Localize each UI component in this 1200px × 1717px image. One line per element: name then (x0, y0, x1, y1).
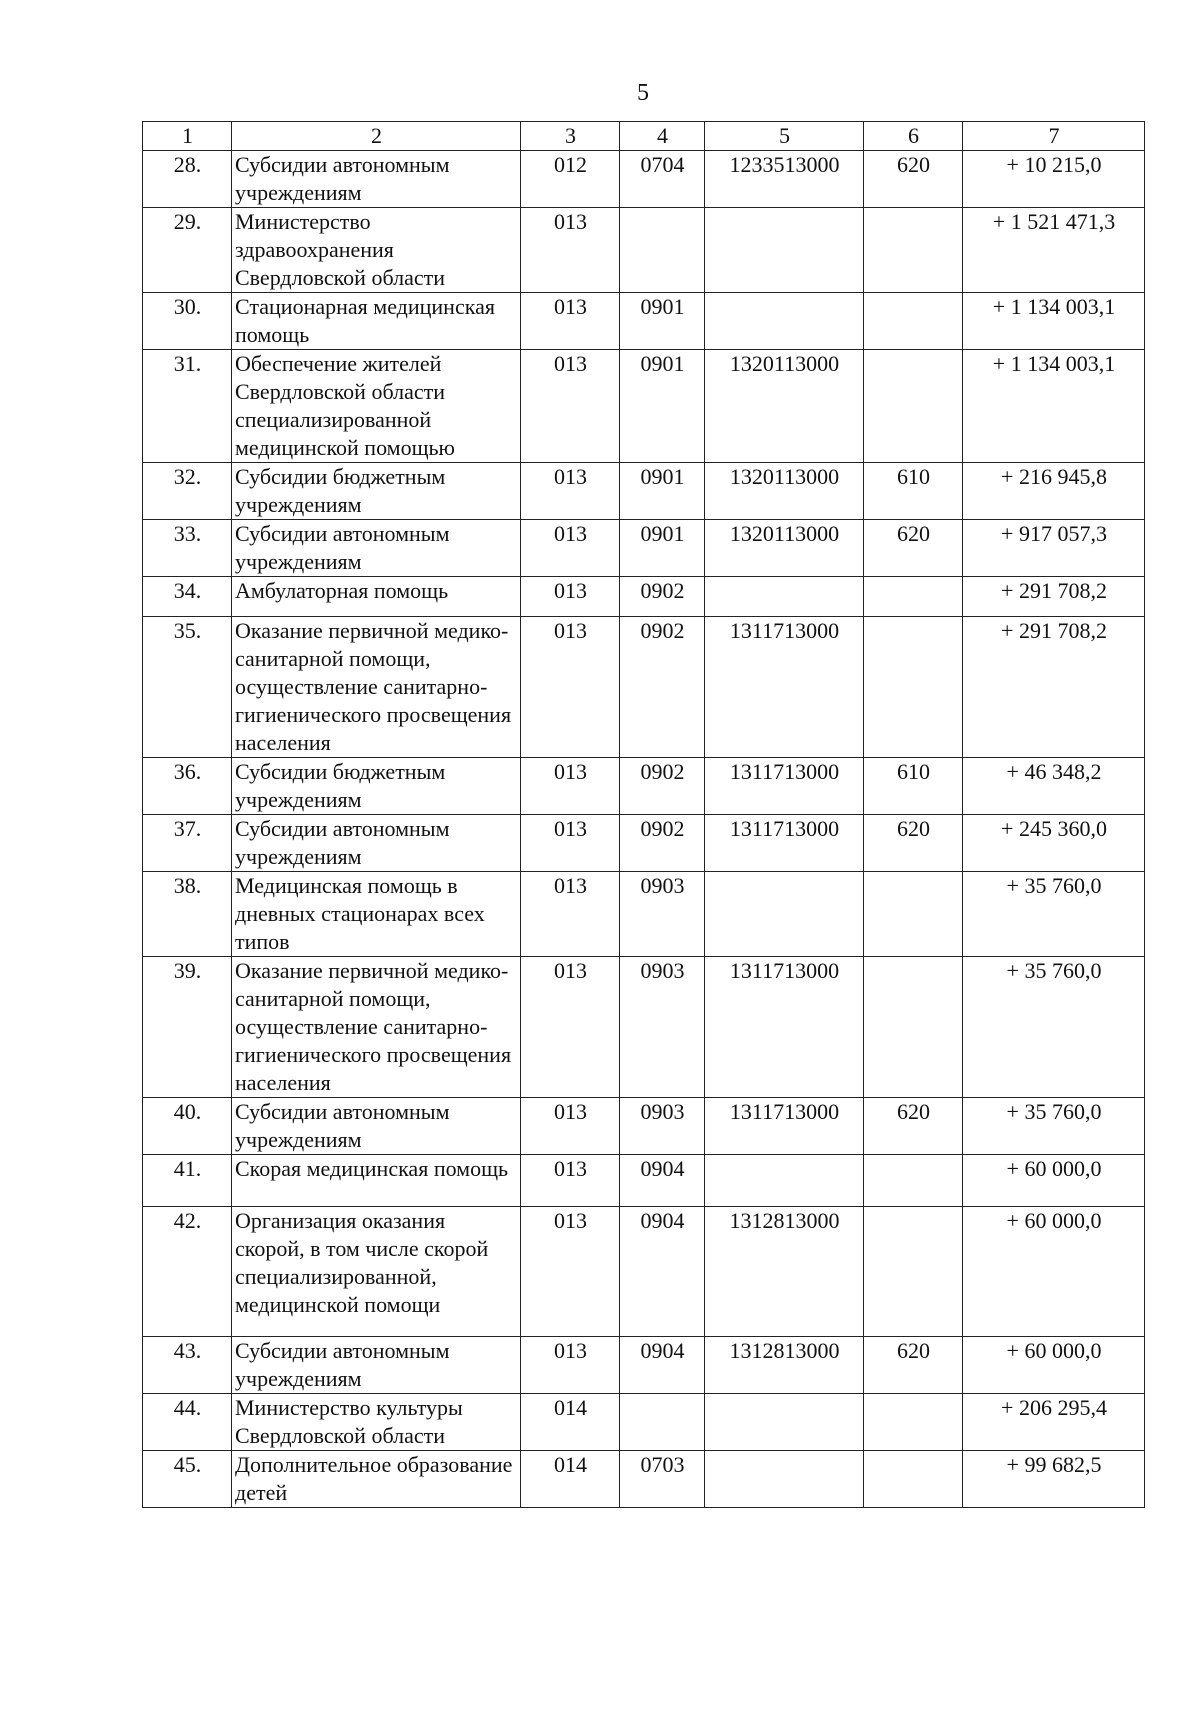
table-row (143, 463, 1145, 520)
target-article-code-cell: 1312813000 (705, 1337, 864, 1394)
table-row (143, 520, 1145, 577)
table-row (143, 815, 1145, 872)
section-code-cell: 0902 (620, 617, 705, 758)
row-number-cell: 38. (143, 872, 232, 957)
target-article-code-cell (705, 1155, 864, 1207)
line-item-name-cell: Субсидии автономным учреждениям (232, 1098, 521, 1155)
row-number-cell: 41. (143, 1155, 232, 1207)
ministry-code-cell: 013 (521, 758, 620, 815)
amount-change-cell: + 917 057,3 (963, 520, 1145, 577)
ministry-code-cell: 013 (521, 957, 620, 1098)
row-number-cell: 39. (143, 957, 232, 1098)
amount-change-cell: + 1 134 003,1 (963, 293, 1145, 350)
line-item-name-cell: Субсидии автономным учреждениям (232, 815, 521, 872)
ministry-code-cell: 013 (521, 872, 620, 957)
ministry-code-cell: 013 (521, 350, 620, 463)
table-header (143, 122, 1145, 151)
target-article-code-cell (705, 208, 864, 293)
expense-type-code-cell (864, 577, 963, 617)
budget-table (142, 121, 1145, 1508)
section-code-cell: 0901 (620, 463, 705, 520)
ministry-code-cell: 013 (521, 208, 620, 293)
table-row (143, 1155, 1145, 1207)
table-row (143, 151, 1145, 208)
ministry-code-cell: 013 (521, 293, 620, 350)
column-header-5: 5 (705, 122, 864, 151)
line-item-name-cell: Организация оказания скорой, в том числе скорой специализированной, медицинской помощи (232, 1207, 521, 1337)
amount-change-cell: + 35 760,0 (963, 957, 1145, 1098)
row-number-cell: 35. (143, 617, 232, 758)
column-header-2: 2 (232, 122, 521, 151)
table-row (143, 293, 1145, 350)
ministry-code-cell: 014 (521, 1394, 620, 1451)
ministry-code-cell: 013 (521, 520, 620, 577)
expense-type-code-cell (864, 208, 963, 293)
target-article-code-cell: 1311713000 (705, 758, 864, 815)
table-row (143, 617, 1145, 758)
amount-change-cell: + 35 760,0 (963, 872, 1145, 957)
target-article-code-cell (705, 872, 864, 957)
table-row (143, 1451, 1145, 1508)
line-item-name-cell: Субсидии бюджетным учреждениям (232, 463, 521, 520)
amount-change-cell: + 46 348,2 (963, 758, 1145, 815)
section-code-cell: 0904 (620, 1207, 705, 1337)
row-number-cell: 37. (143, 815, 232, 872)
expense-type-code-cell (864, 350, 963, 463)
ministry-code-cell: 013 (521, 1155, 620, 1207)
table-row (143, 350, 1145, 463)
amount-change-cell: + 1 134 003,1 (963, 350, 1145, 463)
section-code-cell: 0901 (620, 293, 705, 350)
section-code-cell: 0902 (620, 758, 705, 815)
ministry-code-cell: 013 (521, 815, 620, 872)
expense-type-code-cell (864, 617, 963, 758)
row-number-cell: 31. (143, 350, 232, 463)
line-item-name-cell: Субсидии автономным учреждениям (232, 1337, 521, 1394)
header-row (143, 122, 1145, 151)
section-code-cell: 0902 (620, 577, 705, 617)
table-row (143, 1207, 1145, 1337)
section-code-cell: 0901 (620, 520, 705, 577)
section-code-cell: 0703 (620, 1451, 705, 1508)
line-item-name-cell: Обеспечение жителей Свердловской области специализированной медицинской помощью (232, 350, 521, 463)
page-number: 5 (637, 80, 649, 106)
expense-type-code-cell: 620 (864, 1098, 963, 1155)
line-item-name-cell: Субсидии автономным учреждениям (232, 151, 521, 208)
ministry-code-cell: 013 (521, 1337, 620, 1394)
line-item-name-cell: Медицинская помощь в дневных стационарах всех типов (232, 872, 521, 957)
row-number-cell: 42. (143, 1207, 232, 1337)
line-item-name-cell: Скорая медицинская помощь (232, 1155, 521, 1207)
ministry-code-cell: 012 (521, 151, 620, 208)
line-item-name-cell: Амбулаторная помощь (232, 577, 521, 617)
table-row (143, 577, 1145, 617)
column-header-6: 6 (864, 122, 963, 151)
target-article-code-cell: 1311713000 (705, 1098, 864, 1155)
line-item-name-cell: Министерство здравоохранения Свердловской области (232, 208, 521, 293)
amount-change-cell: + 216 945,8 (963, 463, 1145, 520)
target-article-code-cell: 1311713000 (705, 815, 864, 872)
table-row (143, 1098, 1145, 1155)
expense-type-code-cell: 610 (864, 463, 963, 520)
row-number-cell: 36. (143, 758, 232, 815)
column-header-4: 4 (620, 122, 705, 151)
table-row (143, 1337, 1145, 1394)
expense-type-code-cell: 610 (864, 758, 963, 815)
target-article-code-cell (705, 1451, 864, 1508)
amount-change-cell: + 291 708,2 (963, 617, 1145, 758)
table-row (143, 957, 1145, 1098)
amount-change-cell: + 60 000,0 (963, 1207, 1145, 1337)
section-code-cell (620, 208, 705, 293)
row-number-cell: 43. (143, 1337, 232, 1394)
section-code-cell: 0903 (620, 872, 705, 957)
target-article-code-cell: 1320113000 (705, 520, 864, 577)
ministry-code-cell: 013 (521, 617, 620, 758)
column-header-3: 3 (521, 122, 620, 151)
column-header-1: 1 (143, 122, 232, 151)
amount-change-cell: + 1 521 471,3 (963, 208, 1145, 293)
table-row (143, 1394, 1145, 1451)
ministry-code-cell: 013 (521, 1098, 620, 1155)
line-item-name-cell: Оказание первичной медико-санитарной помощи, осуществление санитарно-гигиенического просвещения населения (232, 617, 521, 758)
column-header-7: 7 (963, 122, 1145, 151)
amount-change-cell: + 245 360,0 (963, 815, 1145, 872)
target-article-code-cell: 1311713000 (705, 617, 864, 758)
section-code-cell: 0902 (620, 815, 705, 872)
row-number-cell: 33. (143, 520, 232, 577)
expense-type-code-cell (864, 957, 963, 1098)
table-row (143, 758, 1145, 815)
target-article-code-cell: 1312813000 (705, 1207, 864, 1337)
expense-type-code-cell (864, 1451, 963, 1508)
ministry-code-cell: 013 (521, 1207, 620, 1337)
section-code-cell: 0904 (620, 1155, 705, 1207)
line-item-name-cell: Оказание первичной медико-санитарной помощи, осуществление санитарно-гигиенического просвещения населения (232, 957, 521, 1098)
target-article-code-cell: 1320113000 (705, 463, 864, 520)
row-number-cell: 29. (143, 208, 232, 293)
expense-type-code-cell (864, 1207, 963, 1337)
target-article-code-cell (705, 577, 864, 617)
table-row (143, 208, 1145, 293)
row-number-cell: 28. (143, 151, 232, 208)
row-number-cell: 40. (143, 1098, 232, 1155)
amount-change-cell: + 99 682,5 (963, 1451, 1145, 1508)
row-number-cell: 30. (143, 293, 232, 350)
line-item-name-cell: Субсидии автономным учреждениям (232, 520, 521, 577)
section-code-cell: 0704 (620, 151, 705, 208)
row-number-cell: 32. (143, 463, 232, 520)
expense-type-code-cell: 620 (864, 815, 963, 872)
section-code-cell (620, 1394, 705, 1451)
line-item-name-cell: Министерство культуры Свердловской области (232, 1394, 521, 1451)
expense-type-code-cell (864, 872, 963, 957)
ministry-code-cell: 013 (521, 463, 620, 520)
amount-change-cell: + 60 000,0 (963, 1337, 1145, 1394)
line-item-name-cell: Дополнительное образование детей (232, 1451, 521, 1508)
expense-type-code-cell: 620 (864, 1337, 963, 1394)
amount-change-cell: + 291 708,2 (963, 577, 1145, 617)
target-article-code-cell (705, 293, 864, 350)
ministry-code-cell: 014 (521, 1451, 620, 1508)
target-article-code-cell: 1320113000 (705, 350, 864, 463)
ministry-code-cell: 013 (521, 577, 620, 617)
row-number-cell: 34. (143, 577, 232, 617)
section-code-cell: 0904 (620, 1337, 705, 1394)
line-item-name-cell: Субсидии бюджетным учреждениям (232, 758, 521, 815)
row-number-cell: 44. (143, 1394, 232, 1451)
expense-type-code-cell (864, 1155, 963, 1207)
expense-type-code-cell: 620 (864, 151, 963, 208)
amount-change-cell: + 60 000,0 (963, 1155, 1145, 1207)
amount-change-cell: + 35 760,0 (963, 1098, 1145, 1155)
target-article-code-cell: 1311713000 (705, 957, 864, 1098)
table-body (143, 151, 1145, 1508)
row-number-cell: 45. (143, 1451, 232, 1508)
section-code-cell: 0903 (620, 1098, 705, 1155)
amount-change-cell: + 206 295,4 (963, 1394, 1145, 1451)
section-code-cell: 0903 (620, 957, 705, 1098)
expense-type-code-cell (864, 293, 963, 350)
table-row (143, 872, 1145, 957)
section-code-cell: 0901 (620, 350, 705, 463)
line-item-name-cell: Стационарная медицинская помощь (232, 293, 521, 350)
target-article-code-cell (705, 1394, 864, 1451)
target-article-code-cell: 1233513000 (705, 151, 864, 208)
expense-type-code-cell (864, 1394, 963, 1451)
expense-type-code-cell: 620 (864, 520, 963, 577)
amount-change-cell: + 10 215,0 (963, 151, 1145, 208)
